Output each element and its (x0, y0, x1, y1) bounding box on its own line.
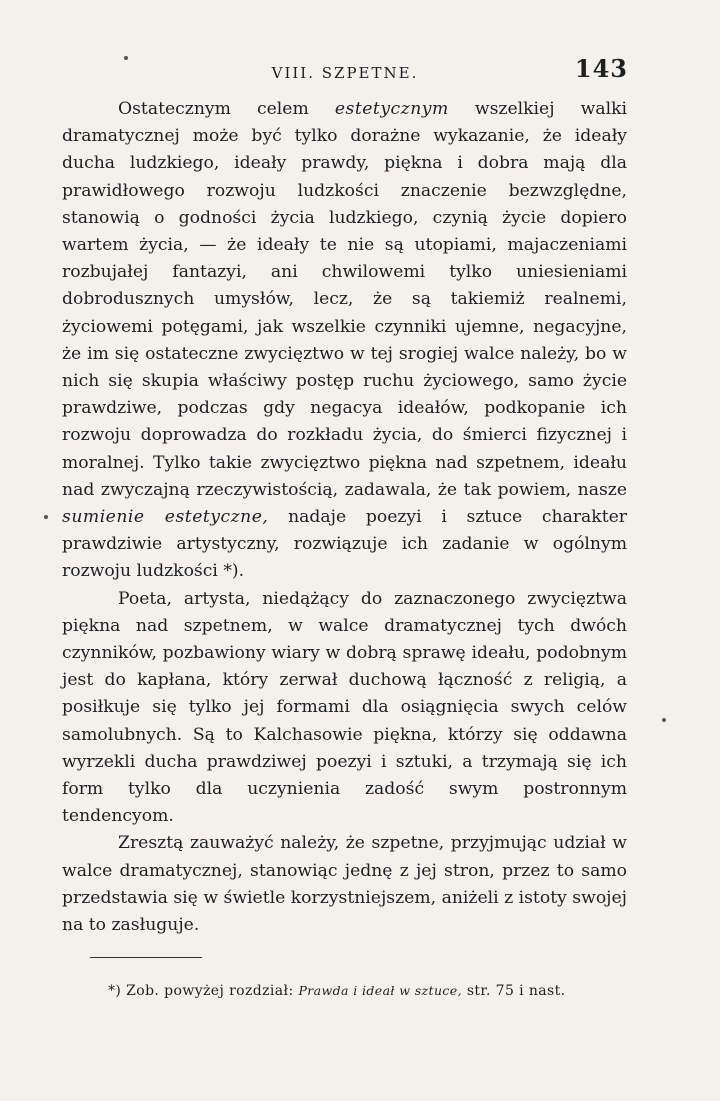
page-number: 143 (574, 54, 628, 83)
page-header (62, 52, 628, 92)
footnote (108, 983, 628, 999)
paragraph-2: Poeta, artysta, niedążący do zaznaczonego zwycięztwa piękna nad szpetnem, w walce dramatycznej tych dwóch czynników, pozbawiony wiary w dobrą sprawę ideału, podobnym jest do kapłana, który zerwał duchową łączność z religią, a posiłkuje się tylko jej formami dla osiągnięcia swych celów samolubnych. Są to Kalchasowie piękna, którzy się oddawna wyrzekli ducha prawdziwej poezyi i sztuki, a trzymają się ich form tylko dla uczynienia zadość swym postronnym tendencyom. (62, 588, 627, 827)
paragraph-1-part-c: nadaje poezyi i sztuce charakter prawdziwie artystyczny, rozwiązuje ich zadanie w ogólnym rozwoju ludzkości *). (62, 507, 627, 582)
footnote-italic: Prawda i ideał w sztuce, (298, 983, 462, 998)
body-text (62, 96, 627, 939)
paragraph-3: Zresztą zauważyć należy, że szpetne, przyjmując udział w walce dramatycznej, stanowiąc jednę z jej stron, przez to samo przedstawia się w świetle korzystniejszem, aniżeli z istoty swojej na to zasługuje. (62, 833, 627, 936)
print-speck (44, 515, 48, 519)
running-title: VIII. SZPETNE. (271, 64, 419, 82)
paragraph-1-part-b: wszelkiej walki dramatycznej może być tylko dorażne wykazanie, że ideały ducha ludzkiego, ideały prawdy, piękna i dobra mają dla prawidłowego rozwoju ludzkości znaczenie bezwzględne, stanowią o godności życia ludzkiego, czynią życie dopiero wartem życia, — że ideały te nie są utopiami, majaczeniami rozbujałej fantazyi, ani chwilowemi tylko uniesieniami dobrodusznych umysłów, lecz, że są takiemiż realnemi, życiowemi potęgami, jak wszelkie czynniki ujemne, negacyjne, że im się ostateczne zwycięztwo w tej srogiej walce należy, bo w nich się skupia właściwy postęp ruchu życiowego, samo życie prawdziwe, podczas gdy negacya ideałów, podkopanie ich rozwoju doprowadza do rozkładu życia, do śmierci fizycznej i moralnej. Tylko takie zwycięztwo piękna nad szpetnem, ideału nad zwyczajną rzeczywistością, zadawala, że tak powiem, nasze (62, 99, 628, 500)
italic-sumienie-estetyczne: sumienie estetyczne, (62, 507, 269, 528)
footnote-part-a: *) Zob. powyżej rozdział: (108, 983, 299, 999)
paragraph-1-part-a: Ostatecznym celem (118, 99, 335, 119)
paragraph-1 (62, 96, 627, 586)
footnote-part-b: str. 75 i nast. (461, 983, 566, 999)
print-speck (662, 718, 666, 722)
footnote-rule (90, 957, 202, 958)
print-speck (124, 56, 128, 60)
italic-estetycznym: estetycznym (334, 99, 449, 119)
